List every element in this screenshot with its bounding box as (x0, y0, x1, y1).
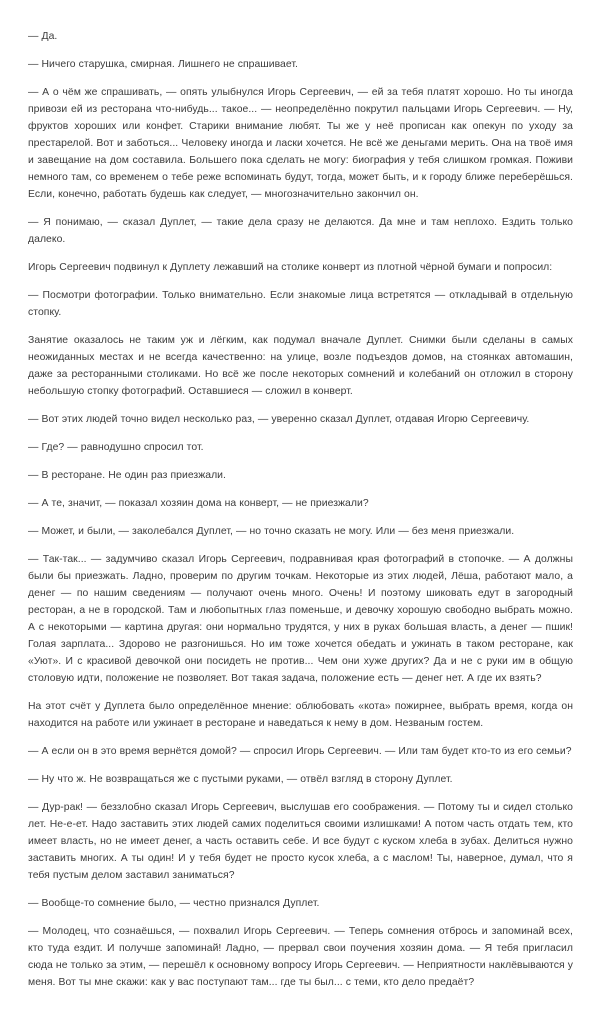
paragraph: Занятие оказалось не таким уж и лёгким, как подумал вначале Дуплет. Снимки были сделаны в самых неожиданных местах и не всегда качественно: на улице, возле подъездов домов, на стоянках автомашин, даже за ресторанными столиками. Но всё же после некоторых сомнений и колебаний он отложил в сторону небольшую стопку фотографий. Оставшиеся — сложил в конверт. (28, 335, 573, 397)
paragraph: На этот счёт у Дуплета было определённое мнение: облюбовать «кота» пожирнее, выбрать время, когда он находится на работе или ужинает в ресторане и наведаться к нему в дом. Незваным гостем. (28, 701, 573, 729)
paragraph: — Где? — равнодушно спросил тот. (28, 442, 204, 453)
paragraph: — В ресторане. Не один раз приезжали. (28, 470, 226, 481)
paragraph: — Так-так... — задумчиво сказал Игорь Сергеевич, подравнивая края фотографий в стопочке. — А должны были бы приезжать. Ладно, проверим по другим точкам. Некоторые из этих людей, Лёша, работают мало, а денег — по нашим сведениям — получают очень много. Очень! И поэтому шиковать едут в загородный ресторан, а не в городской. Там и любопытных глаз поменьше, и девочку хорошую свободно выбрать можно. А с некоторыми — картина другая: они нормально трудятся, у них в руках большая власть, а денег — пшик! Голая зарплата... Здорово не разгонишься. Но им тоже хочется обедать и ужинать в таком ресторане, как «Уют». И с красивой девочкой они посидеть не против... Чем они хуже других? Да и не с руки им в общую столовую идти, положение не позволяет. Вот такая задача, положение есть — денег нет. А где их взять? (28, 554, 573, 684)
paragraph: — А о чём же спрашивать, — опять улыбнулся Игорь Сергеевич, — ей за тебя платят хорошо. Но ты иногда привози ей из ресторана что-нибудь... такое... — неопределённо покрутил пальцами Игорь Сергеевич. — Ну, фруктов хороших или конфет. Старики внимание любят. Ты же у неё прописан как опекун по уходу за престарелой. Вот и заботься... Человеку иногда и ласки хочется. Не всё же деньгами мерить. Она на твоё имя и завещание на дом составила. Большего пока сделать не могу: биография у тебя слишком громкая. Поживи немного там, со временем о тебе реже вспоминать будут, тогда, может быть, и к городу ближе переберёшься. Если, конечно, работать будешь как следует, — многозначительно закончил он. (28, 87, 573, 200)
paragraph: — Вообще-то сомнение было, — честно признался Дуплет. (28, 898, 320, 909)
paragraph: — Посмотри фотографии. Только внимательно. Если знакомые лица встретятся — откладывай в отдельную стопку. (28, 290, 573, 318)
paragraph: — Вот этих людей точно видел несколько раз, — уверенно сказал Дуплет, отдавая Игорю Сергеевичу. (28, 414, 530, 425)
paragraph: — Ну что ж. Не возвращаться же с пустыми руками, — отвёл взгляд в сторону Дуплет. (28, 774, 453, 785)
paragraph: Игорь Сергеевич подвинул к Дуплету лежавший на столике конверт из плотной чёрной бумаги и попросил: (28, 262, 553, 273)
paragraph: — Может, и были, — заколебался Дуплет, — но точно сказать не могу. Или — без меня приезжали. (28, 526, 515, 537)
document-text-body (28, 28, 573, 991)
paragraph: — Я понимаю, — сказал Дуплет, — такие дела сразу не делаются. Да мне и там неплохо. Ездить только далеко. (28, 217, 573, 245)
paragraph: — Да. (28, 31, 58, 42)
paragraph: — А если он в это время вернётся домой? — спросил Игорь Сергеевич. — Или там будет кто-то из его семьи? (28, 746, 572, 757)
paragraph: — Ничего старушка, смирная. Лишнего не спрашивает. (28, 59, 298, 70)
paragraph: — А те, значит, — показал хозяин дома на конверт, — не приезжали? (28, 498, 369, 509)
paragraph: — Дур-рак! — беззлобно сказал Игорь Сергеевич, выслушав его соображения. — Потому ты и сидел столько лет. Не-е-ет. Надо заставить этих людей самих поделиться своими излишками! А потом часть отдать тем, кто имеет власть, но не имеет денег, а часть оставить себе. И все будут с куском хлеба в зубах. Делиться нужно заставить многих. А ты один! И у тебя будет не просто кусок хлеба, а с маслом! Ты, наверное, думал, что я тебя пустым делом заставил заниматься? (28, 802, 573, 881)
paragraph: — Молодец, что сознаёшься, — похвалил Игорь Сергеевич. — Теперь сомнения отбрось и запоминай всех, кто туда ездит. И получше запоминай! Ладно, — прервал свои поучения хозяин дома. — Я тебя пригласил сюда не только за этим, — перешёл к основному вопросу Игорь Сергеевич. — Неприятности наклёвываются у меня. Вот ты мне скажи: как у вас поступают там... где ты был... с теми, кто дело предаёт? (28, 926, 573, 988)
